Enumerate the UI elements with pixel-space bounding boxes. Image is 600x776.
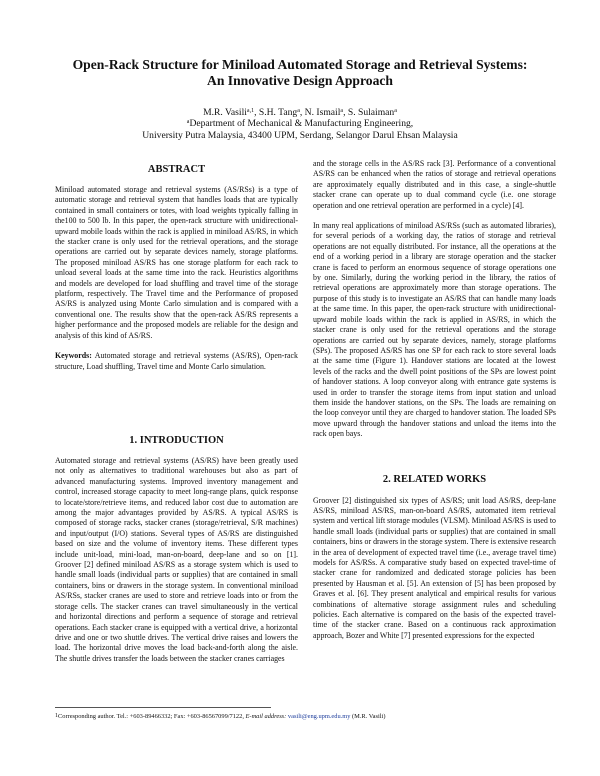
author-block <box>40 107 560 141</box>
keywords <box>55 351 298 372</box>
author-1: M.R. Vasili <box>203 107 247 118</box>
author-2-sup: a <box>297 108 300 114</box>
affiliation-dept: Department of Mechanical & Manufacturing Engineering, <box>189 118 414 130</box>
author-3-sup: a <box>340 108 344 114</box>
title-line-2: An Innovative Design Approach <box>207 73 393 88</box>
footnote-suffix: (M.R. Vasili) <box>350 713 386 720</box>
email-link[interactable]: vasili@eng.upm.edu.my <box>287 713 351 720</box>
related-works-paragraph: Groover [2] distinguished six types of AS/RS; unit load AS/RS, deep-lane AS/RS, miniload AS/RS, man-on-board AS/RS, automated item retrieval system and vertical lift storage modules (VLSM). Miniload AS/RS is used to handle small loads (individual parts or supplies) that are contained in small containers, bins or drawers in the storage system. There is extensive research in the area of development of expected travel time (i.e., average travel time) models for AS/RSs. A comparative study based on expected travel-time of stacker crane for randomized and dedicated storage policies has been presented by Hausman et al. [5]. An extension of [5] has been proposed by Graves et al. [6]. They present analytical and empirical results for various combinations of alternative storage assignment rules and scheduling policies. Each alternative is compared on the basis of the expected travel-time of the stacker crane. Based on a continuous rack approximation approach, Bozer and White [7] presented expressions for the expected <box>313 495 556 640</box>
footnote-text: Corresponding author. Tel.: +603-89466332; Fax: +603-86567099/7122, <box>58 713 246 720</box>
abstract-text: Miniload automated storage and retrieval systems (AS/RSs) is a type of automatic storage and retrieval system that handles loads that are typically contained in small containers or totes, with load weights typically falling in the100 to 500 lb. In this paper, the open-rack structure with unidirectional-upward mobile loads within the rack is applied in miniload AS/RS, in which the stacker crane is only used for the retrieval operations, and the storage operations are carried out by separate devices namely, storage platforms. The proposed miniload AS/RS has one storage platform for each rack to unload several loads at the same time into the rack. Heuristics algorithms and models are developed for load shuffling and travel time of the storage platform, respectively. The Travel time and the Performance of proposed AS/RS is analyzed using Monte Carlo simulation and is compared with a conventional one. The results show that the open-rack AS/RS represents a higher performance and the proposed models are reliable for the design and analysis of this kind of AS/RS. <box>55 185 298 340</box>
footnote <box>55 713 385 721</box>
introduction-paragraph-1-continued: and the storage cells in the AS/RS rack [3]. Performance of a conventional AS/RS can be enhanced when the ratios of storage and retrieval operations are approximately equally distributed and in this case, a single-shuttle stacker crane can operate up to dual command cycle (i.e. one storage operation and one retrieval operation are performed in a cycle) [4]. <box>313 159 556 210</box>
paper-title <box>40 57 560 89</box>
affiliation-line-2: University Putra Malaysia, 43400 UPM, Serdang, Selangor Darul Ehsan Malaysia <box>142 129 458 141</box>
affiliation-line-1 <box>40 118 560 129</box>
footnote-mark: 1 <box>55 713 58 719</box>
abstract-heading: ABSTRACT <box>147 164 206 175</box>
introduction-paragraph-2: In many real applications of miniload AS/RSs (such as automated libraries), for several periods of a working day, the ratios of storage and retrieval operations are not equally distributed. For instance, all the operations at the end of a working period in a library are storage operation and the stacker crane is faced to perform an enormous sequence of storage operations one by one. Similarly, during the working period in the library, the ratios of retrieval operations are approximately more than storage operations. The purpose of this study is to investigate an AS/RS that can handle many loads at the same time. In this paper, the open-rack structure with unidirectional-upward mobile loads within the rack is applied in AS/RS, in which the stacker crane is only used for the retrieval operations and the storage operations are carried out by separate devices, namely, storage platforms (SPs). The proposed AS/RS has one SP for each rack to store several loads at the same time (Figure 1). Handover stations are located at the lowest levels of the racks and the dwell point positions of the SPs are lowest point of handover stations. A loop conveyor along with entrance gate systems is used in order to transfer the storage items from input station and unload them inside the handover stations, on the SPs. The loads are remaining on the loop conveyor until they are charged to handover station. The loaded SPs move upward through the handover stations and unload the items into the rack open bays. <box>313 221 556 439</box>
author-4-sup: a <box>394 108 397 114</box>
keywords-label: Keywords: <box>55 351 92 361</box>
related-works-heading: 2. RELATED WORKS <box>382 473 487 485</box>
left-column <box>55 164 298 372</box>
email-label: E-mail address: <box>245 713 287 720</box>
title-line-1: Open-Rack Structure for Miniload Automated Storage and Retrieval Systems: <box>72 57 528 72</box>
author-4: , S. Sulaiman <box>343 107 395 118</box>
footnote-divider <box>55 707 271 708</box>
author-names <box>40 107 560 118</box>
author-3: , N. Ismail <box>299 107 341 118</box>
author-2: , S.H. Tang <box>254 107 298 118</box>
introduction-paragraph-1: Automated storage and retrieval systems (AS/RS) have been greatly used not only as alternatives to traditional warehouses but also as part of advanced manufacturing systems. Improved inventory management and control, increased storage capacity to meet long-range plans, quick response to locate/store/retrieve items, and reduced labor cost due to automation are among the major advantages provided by AS/RS. A typical AS/RS is composed of storage racks, stacker cranes (storage/retrieval, S/R machines) and input/output (I/O) stations. Several types of AS/RS are distinguished based on size and the volume of inventory items. These different types include unit-load, mini-load, man-on-board, deep-lane and so on [1]. Groover [2] defined miniload AS/RS as a storage system which is used to handle small loads (individual parts or supplies) that are contained in small containers, bins or drawers in the storage system. In conventional miniload AS/RSs, stacker cranes are used to store and retrieve loads into or from the storage cells. The stacker cranes can travel simultaneously in the vertical and horizontal directions and perform a sequence of storage and retrieval operations. Each stacker crane is equipped with a vertical drive, a horizontal drive and one or two shuttle drives. The vertical drive raises and lowers the load. The horizontal drive moves the load back-and-forth along the aisle. The shuttle drives transfer the loads between the stacker cranes carriages <box>55 456 298 663</box>
keywords-text: Automated storage and retrieval systems (AS/RS), Open-rack structure, Load shuffling, Travel time and Monte Carlo simulation. <box>55 351 298 371</box>
affiliation-sup: a <box>186 119 190 126</box>
introduction-section <box>55 435 298 664</box>
introduction-heading: 1. INTRODUCTION <box>129 435 224 446</box>
author-1-sup: a,1 <box>246 108 255 114</box>
right-column <box>313 159 556 641</box>
